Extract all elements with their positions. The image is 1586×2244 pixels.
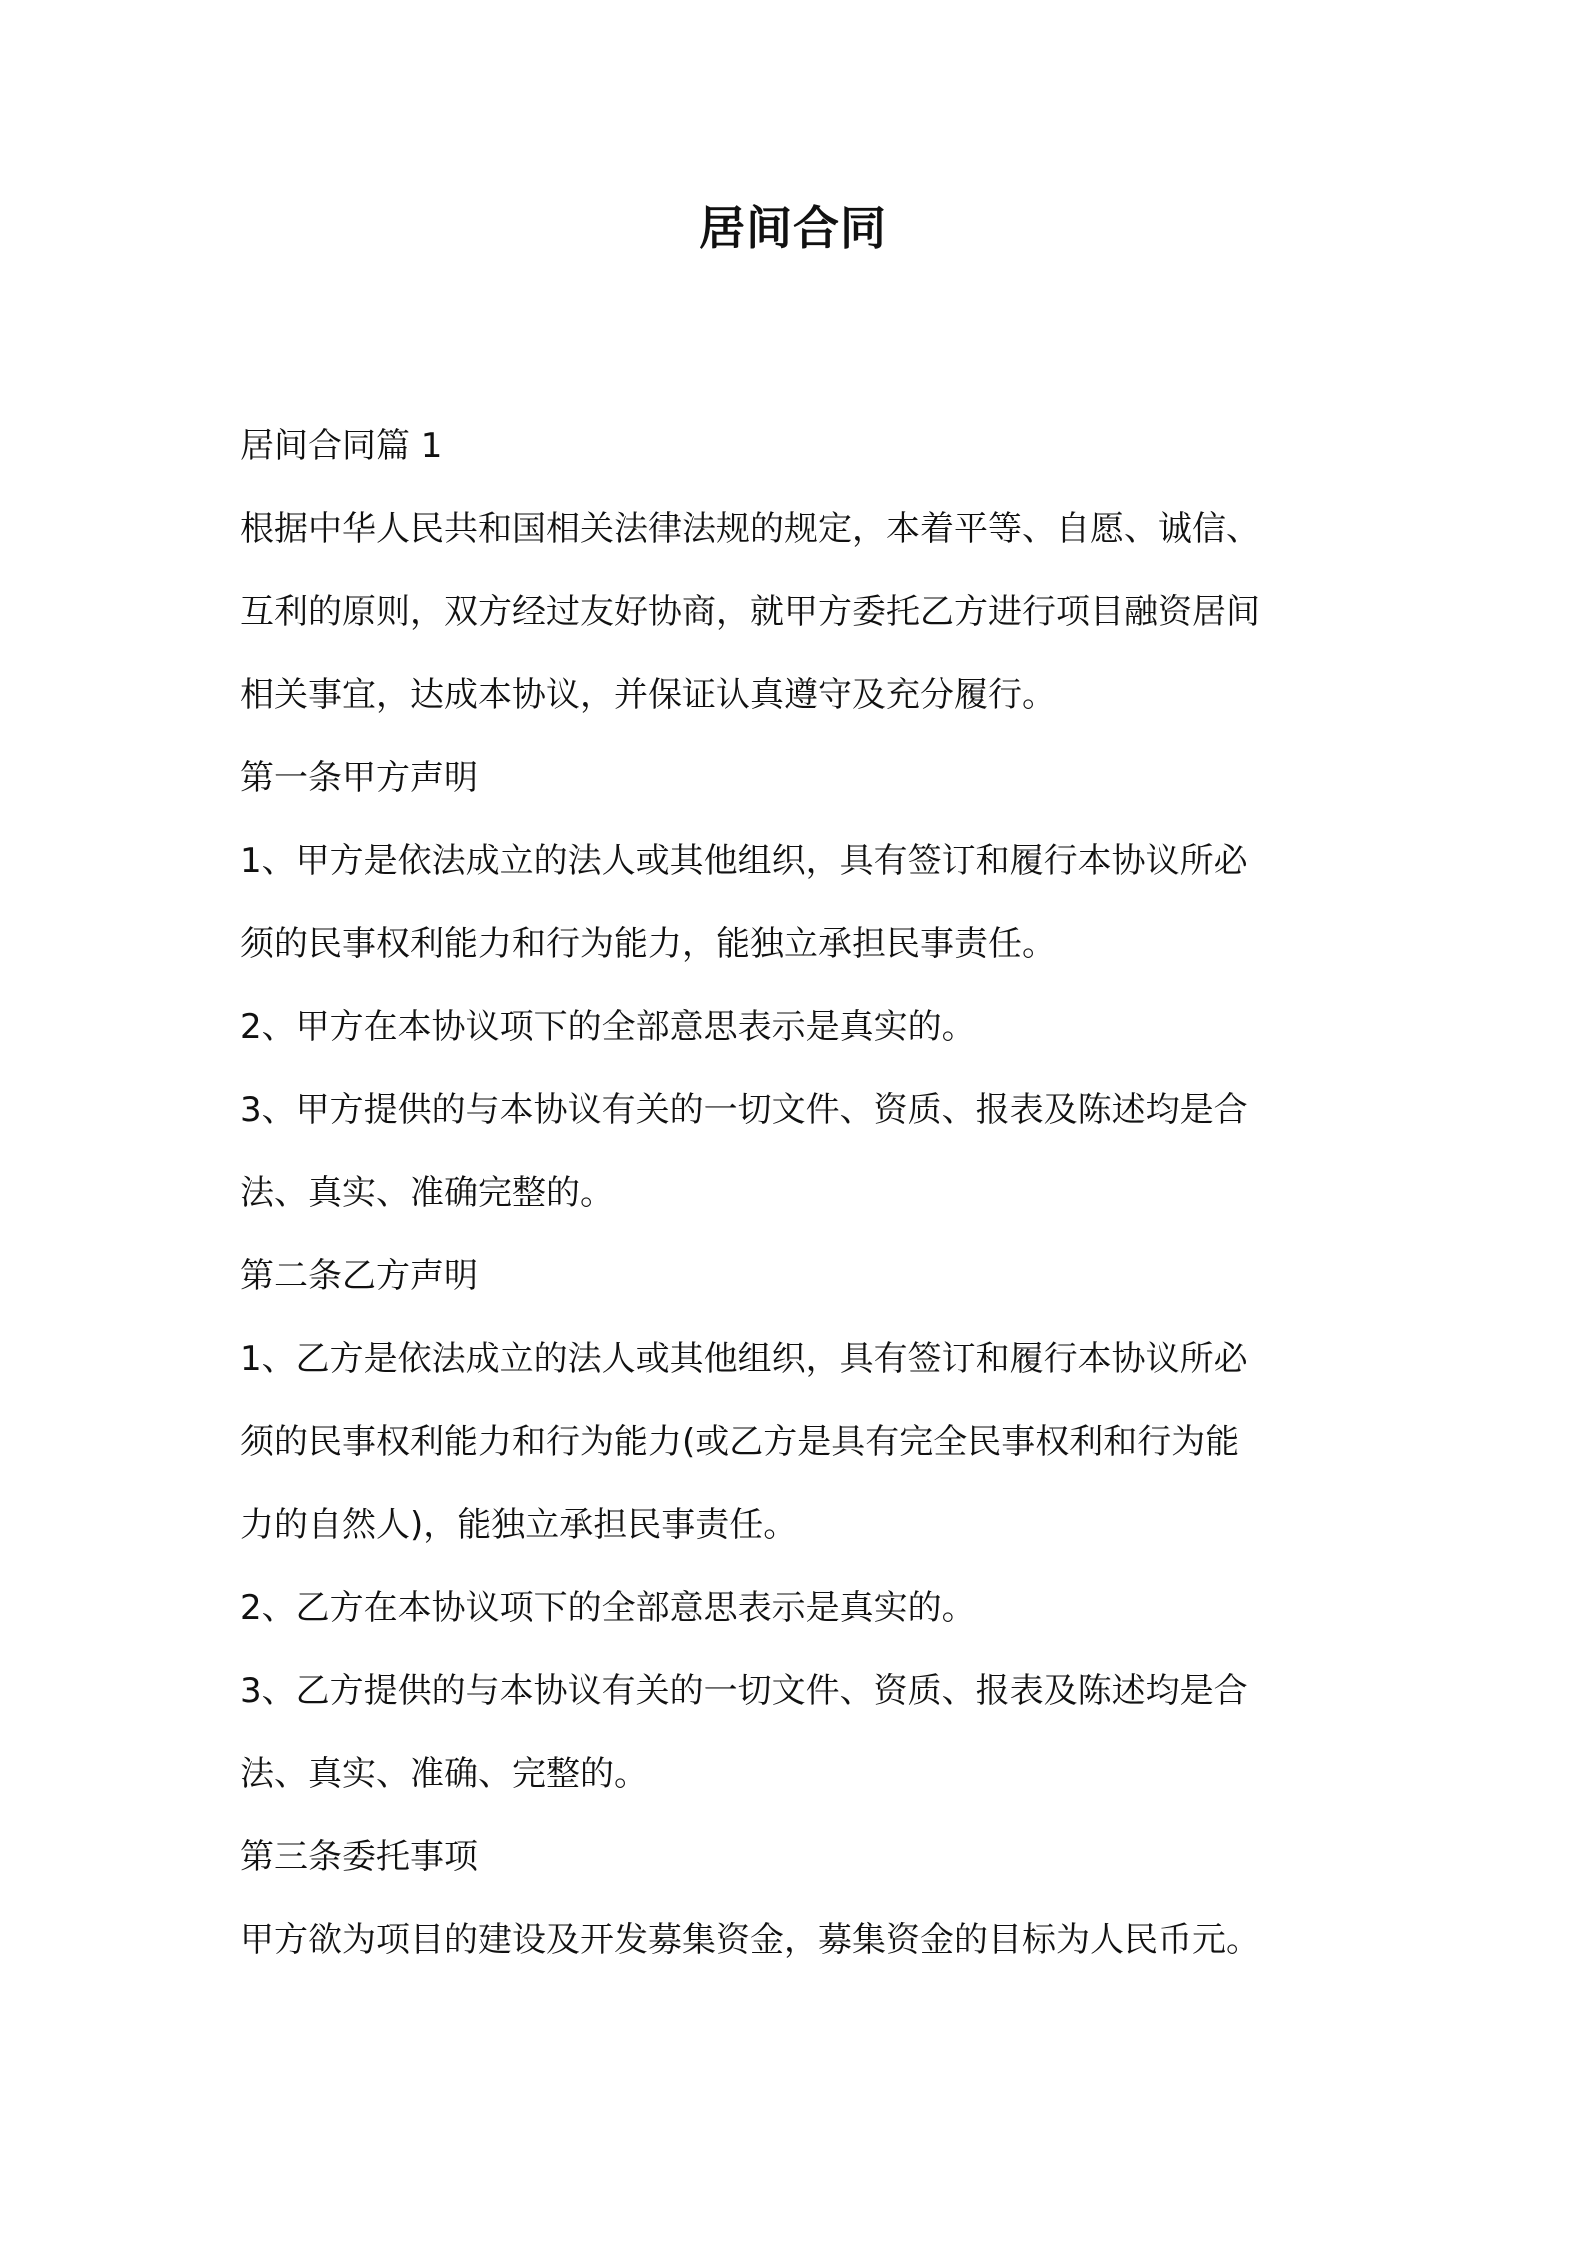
paragraph-line: 须的民事权利能力和行为能力(或乙方是具有完全民事权利和行为能 — [240, 1422, 1240, 1462]
paragraph-line: 1、甲方是依法成立的法人或其他组织，具有签订和履行本协议所必 — [240, 841, 1248, 881]
paragraph-line: 须的民事权利能力和行为能力，能独立承担民事责任。 — [240, 924, 1056, 964]
paragraph-line: 2、甲方在本协议项下的全部意思表示是真实的。 — [240, 1007, 976, 1047]
paragraph-line: 甲方欲为项目的建设及开发募集资金，募集资金的目标为人民币元。 — [240, 1920, 1260, 1960]
paragraph-line: 3、甲方提供的与本协议有关的一切文件、资质、报表及陈述均是合 — [240, 1090, 1248, 1130]
document-title: 居间合同 — [699, 201, 887, 255]
paragraph-line: 2、乙方在本协议项下的全部意思表示是真实的。 — [240, 1588, 976, 1628]
paragraph-line: 法、真实、准确、完整的。 — [240, 1754, 648, 1794]
document-body — [240, 405, 1360, 1982]
article-heading: 第三条委托事项 — [240, 1837, 478, 1877]
paragraph-line: 1、乙方是依法成立的法人或其他组织，具有签订和履行本协议所必 — [240, 1339, 1248, 1379]
paragraph-line: 根据中华人民共和国相关法律法规的规定，本着平等、自愿、诚信、 — [240, 509, 1260, 549]
article-heading: 第二条乙方声明 — [240, 1256, 478, 1296]
article-heading: 第一条甲方声明 — [240, 758, 478, 798]
section-heading: 居间合同篇 1 — [240, 426, 443, 466]
paragraph-line: 3、乙方提供的与本协议有关的一切文件、资质、报表及陈述均是合 — [240, 1671, 1248, 1711]
paragraph-line: 互利的原则，双方经过友好协商，就甲方委托乙方进行项目融资居间 — [240, 592, 1260, 632]
paragraph-line: 相关事宜，达成本协议，并保证认真遵守及充分履行。 — [240, 675, 1056, 715]
paragraph-line: 法、真实、准确完整的。 — [240, 1173, 614, 1213]
paragraph-line: 力的自然人)，能独立承担民事责任。 — [240, 1505, 798, 1545]
